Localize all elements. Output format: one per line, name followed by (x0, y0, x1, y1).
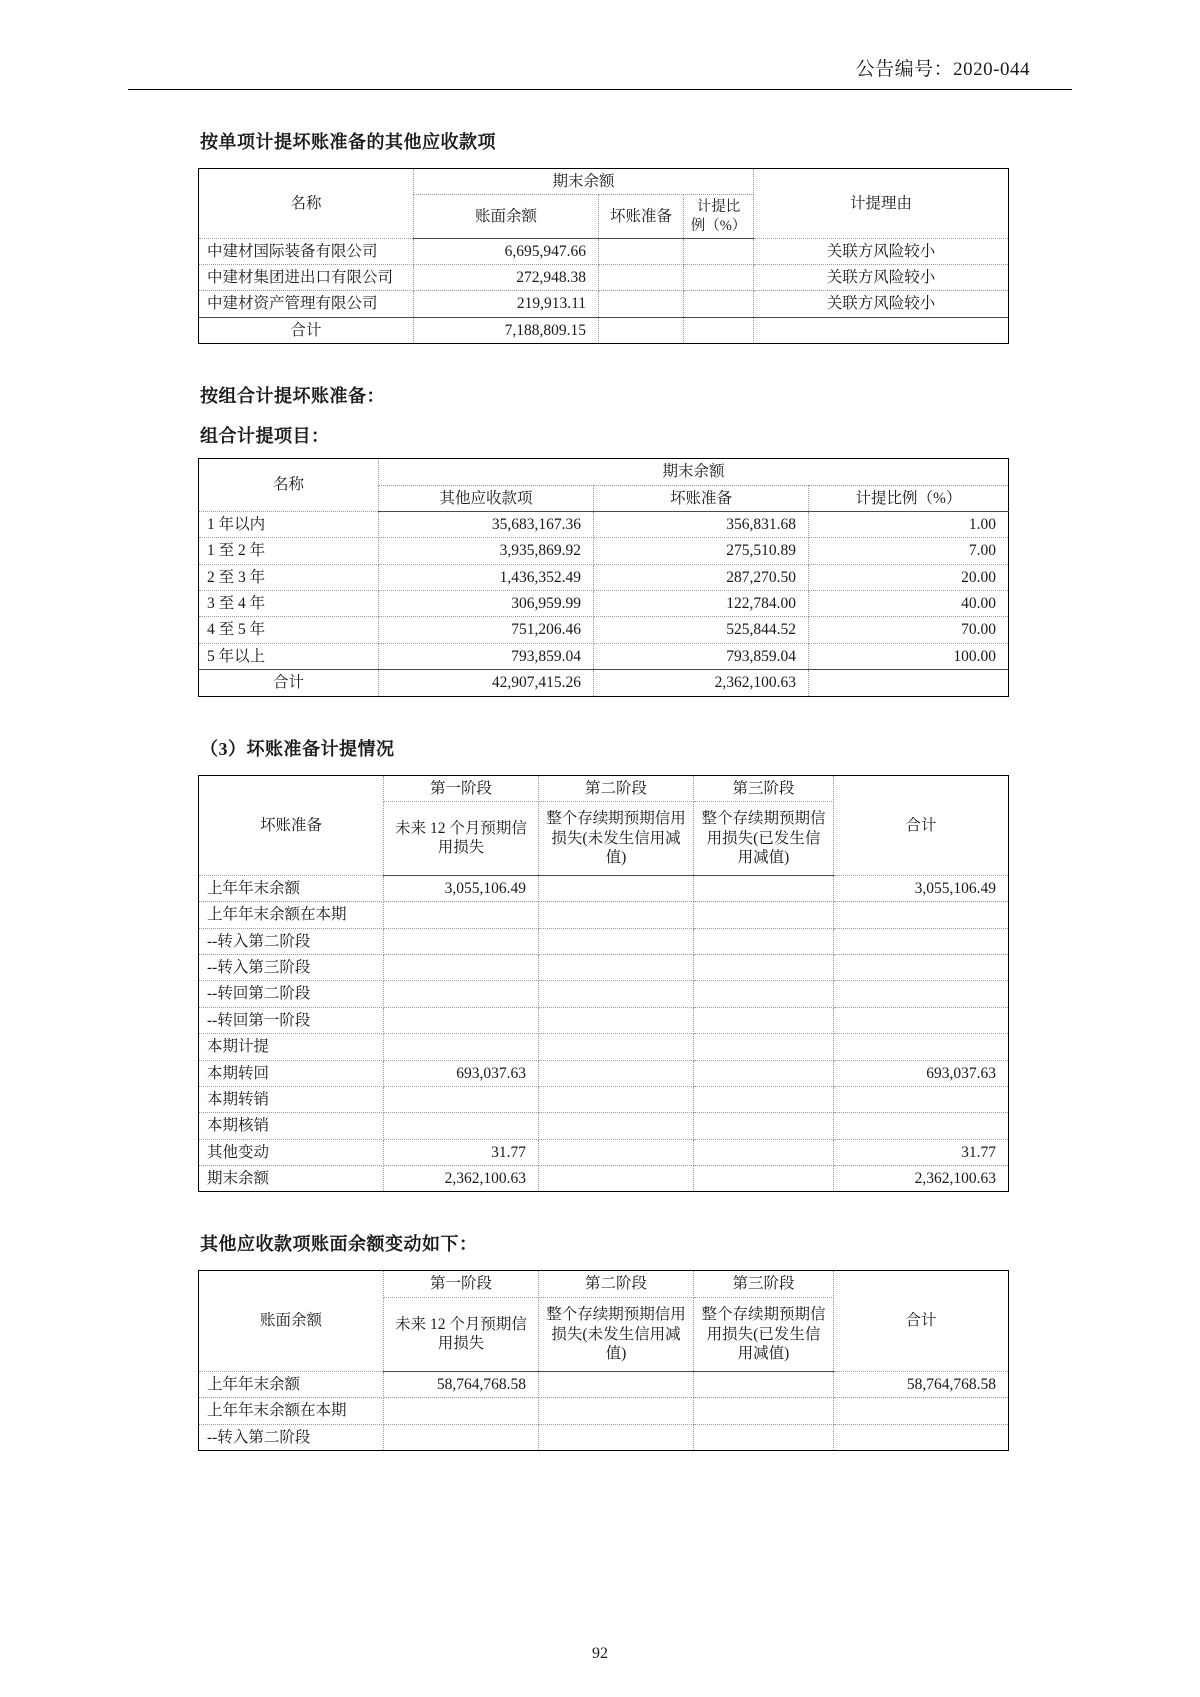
cell-book-balance: 219,913.11 (414, 291, 599, 317)
table-row (199, 1086, 1009, 1112)
cell-stage-1: 3,055,106.49 (384, 875, 539, 901)
table-row (199, 265, 1009, 291)
cell-stage-3 (694, 1371, 834, 1397)
cell-bad-debt (599, 317, 684, 343)
cell-stage-2 (539, 955, 694, 981)
table-row (199, 955, 1009, 981)
cell-stage-3 (694, 955, 834, 981)
cell-book-balance: 7,188,809.15 (414, 317, 599, 343)
cell-label: 本期核销 (199, 1113, 384, 1139)
table-single-item-bad-debt (198, 168, 1009, 344)
cell-receivable: 42,907,415.26 (379, 670, 594, 696)
table-row (199, 643, 1009, 669)
cell-ratio: 40.00 (809, 591, 1009, 617)
cell-stage-1: 693,037.63 (384, 1060, 539, 1086)
cell-name: 中建材国际装备有限公司 (199, 238, 414, 264)
cell-name: 合计 (199, 317, 414, 343)
col-header-stage-3-desc: 整个存续期预期信用损失(已发生信用减值) (694, 801, 834, 875)
cell-aging: 合计 (199, 670, 379, 696)
table-row (199, 1424, 1009, 1450)
col-header-row-label: 坏账准备 (199, 775, 384, 875)
cell-stage-3 (694, 1034, 834, 1060)
cell-bad-debt: 122,784.00 (594, 591, 809, 617)
cell-stage-3 (694, 981, 834, 1007)
cell-stage-2 (539, 1086, 694, 1112)
cell-ratio (684, 317, 754, 343)
table-row (199, 875, 1009, 901)
cell-stage-1 (384, 1424, 539, 1450)
cell-stage-3 (694, 1113, 834, 1139)
cell-name: 中建材集团进出口有限公司 (199, 265, 414, 291)
cell-total (834, 928, 1009, 954)
col-header-stage-2: 第二阶段 (539, 1271, 694, 1297)
cell-stage-2 (539, 1424, 694, 1450)
cell-aging: 1 年以内 (199, 511, 379, 537)
col-header-other-receivable: 其他应收款项 (379, 485, 594, 511)
cell-bad-debt: 287,270.50 (594, 564, 809, 590)
table-row (199, 1398, 1009, 1424)
col-header-stage-2-desc: 整个存续期预期信用损失(未发生信用减值) (539, 801, 694, 875)
col-header-stage-1: 第一阶段 (384, 1271, 539, 1297)
cell-stage-3 (694, 1139, 834, 1165)
subsection-title-portfolio-items: 组合计提项目： (200, 426, 330, 447)
table-row (199, 1139, 1009, 1165)
cell-stage-2 (539, 1371, 694, 1397)
cell-stage-1 (384, 1086, 539, 1112)
cell-stage-1 (384, 1398, 539, 1424)
cell-receivable: 793,859.04 (379, 643, 594, 669)
cell-stage-3 (694, 902, 834, 928)
cell-stage-2 (539, 1034, 694, 1060)
col-header-stage-2-desc: 整个存续期预期信用损失(未发生信用减值) (539, 1297, 694, 1371)
cell-stage-2 (539, 928, 694, 954)
cell-receivable: 35,683,167.36 (379, 511, 594, 537)
cell-ratio: 7.00 (809, 538, 1009, 564)
cell-aging: 2 至 3 年 (199, 564, 379, 590)
cell-receivable: 1,436,352.49 (379, 564, 594, 590)
table-row (199, 1007, 1009, 1033)
col-header-stage-3-desc: 整个存续期预期信用损失(已发生信用减值) (694, 1297, 834, 1371)
col-header-bad-debt: 坏账准备 (594, 485, 809, 511)
cell-bad-debt: 793,859.04 (594, 643, 809, 669)
cell-total (834, 902, 1009, 928)
col-header-ratio: 计提比例（%） (809, 485, 1009, 511)
col-header-period-end: 期末余额 (379, 459, 1009, 485)
cell-reason: 关联方风险较小 (754, 238, 1009, 264)
cell-reason: 关联方风险较小 (754, 291, 1009, 317)
table-row (199, 1166, 1009, 1192)
cell-label: 本期转销 (199, 1086, 384, 1112)
table-row (199, 1060, 1009, 1086)
cell-total: 2,362,100.63 (834, 1166, 1009, 1192)
cell-stage-3 (694, 1060, 834, 1086)
cell-ratio (684, 291, 754, 317)
cell-bad-debt: 275,510.89 (594, 538, 809, 564)
cell-stage-1 (384, 1034, 539, 1060)
cell-stage-2 (539, 1060, 694, 1086)
cell-total (834, 1086, 1009, 1112)
cell-ratio: 20.00 (809, 564, 1009, 590)
table-row (199, 902, 1009, 928)
cell-stage-3 (694, 1166, 834, 1192)
section-title-portfolio-bad-debt: 按组合计提坏账准备： (200, 386, 385, 407)
col-header-total: 合计 (834, 775, 1009, 875)
table-row (199, 617, 1009, 643)
cell-name: 中建材资产管理有限公司 (199, 291, 414, 317)
table-row (199, 1371, 1009, 1397)
cell-stage-3 (694, 1424, 834, 1450)
section-title-single-item-bad-debt: 按单项计提坏账准备的其他应收款项 (200, 132, 496, 152)
col-header-row-label: 账面余额 (199, 1271, 384, 1371)
cell-receivable: 3,935,869.92 (379, 538, 594, 564)
cell-label: --转回第二阶段 (199, 981, 384, 1007)
cell-aging: 1 至 2 年 (199, 538, 379, 564)
cell-label: --转回第一阶段 (199, 1007, 384, 1033)
cell-stage-2 (539, 1166, 694, 1192)
cell-label: 期末余额 (199, 1166, 384, 1192)
table-row (199, 591, 1009, 617)
cell-stage-1: 2,362,100.63 (384, 1166, 539, 1192)
cell-total (834, 1034, 1009, 1060)
header-divider (128, 89, 1072, 90)
cell-ratio (684, 265, 754, 291)
col-header-total: 合计 (834, 1271, 1009, 1371)
cell-stage-2 (539, 981, 694, 1007)
col-header-bad-debt: 坏账准备 (599, 195, 684, 238)
table-row-total (199, 317, 1009, 343)
cell-stage-2 (539, 1007, 694, 1033)
col-header-reason: 计提理由 (754, 169, 1009, 239)
col-header-stage-1-desc: 未来 12 个月预期信用损失 (384, 1297, 539, 1371)
cell-bad-debt: 2,362,100.63 (594, 670, 809, 696)
cell-stage-1 (384, 902, 539, 928)
cell-aging: 3 至 4 年 (199, 591, 379, 617)
cell-stage-1 (384, 1007, 539, 1033)
table-row (199, 564, 1009, 590)
cell-total (834, 1398, 1009, 1424)
cell-ratio (684, 238, 754, 264)
cell-total (834, 1113, 1009, 1139)
cell-reason (754, 317, 1009, 343)
cell-ratio: 100.00 (809, 643, 1009, 669)
cell-stage-2 (539, 1139, 694, 1165)
cell-bad-debt (599, 291, 684, 317)
cell-total (834, 981, 1009, 1007)
cell-ratio: 70.00 (809, 617, 1009, 643)
cell-stage-2 (539, 902, 694, 928)
cell-label: 上年年末余额 (199, 875, 384, 901)
col-header-period-end: 期末余额 (414, 169, 754, 195)
cell-receivable: 306,959.99 (379, 591, 594, 617)
cell-label: 本期转回 (199, 1060, 384, 1086)
table-row (199, 1034, 1009, 1060)
cell-label: 上年年末余额在本期 (199, 902, 384, 928)
cell-total (834, 955, 1009, 981)
section-title-bad-debt-provision: （3）坏账准备计提情况 (200, 738, 395, 759)
cell-label: 其他变动 (199, 1139, 384, 1165)
cell-aging: 4 至 5 年 (199, 617, 379, 643)
table-row (199, 1113, 1009, 1139)
cell-stage-1: 58,764,768.58 (384, 1371, 539, 1397)
cell-label: --转入第二阶段 (199, 928, 384, 954)
table-row (199, 238, 1009, 264)
cell-book-balance: 6,695,947.66 (414, 238, 599, 264)
cell-reason: 关联方风险较小 (754, 265, 1009, 291)
cell-bad-debt (599, 238, 684, 264)
table-row (199, 981, 1009, 1007)
cell-stage-1 (384, 955, 539, 981)
cell-stage-3 (694, 875, 834, 901)
col-header-stage-3: 第三阶段 (694, 1271, 834, 1297)
cell-bad-debt: 356,831.68 (594, 511, 809, 537)
cell-total: 3,055,106.49 (834, 875, 1009, 901)
table-row-total (199, 670, 1009, 696)
cell-total (834, 1424, 1009, 1450)
cell-ratio: 1.00 (809, 511, 1009, 537)
cell-stage-3 (694, 1007, 834, 1033)
table-bad-debt-provision-stages (198, 775, 1009, 1193)
col-header-name: 名称 (199, 169, 414, 239)
table-row (199, 511, 1009, 537)
cell-total: 58,764,768.58 (834, 1371, 1009, 1397)
cell-label: 本期计提 (199, 1034, 384, 1060)
col-header-stage-3: 第三阶段 (694, 775, 834, 801)
cell-bad-debt: 525,844.52 (594, 617, 809, 643)
cell-receivable: 751,206.46 (379, 617, 594, 643)
col-header-book-balance: 账面余额 (414, 195, 599, 238)
table-portfolio-bad-debt (198, 458, 1009, 696)
table-row (199, 538, 1009, 564)
cell-stage-1 (384, 928, 539, 954)
col-header-stage-1: 第一阶段 (384, 775, 539, 801)
cell-label: --转入第三阶段 (199, 955, 384, 981)
cell-bad-debt (599, 265, 684, 291)
section-title-book-balance-change: 其他应收款项账面余额变动如下： (200, 1234, 478, 1255)
col-header-name: 名称 (199, 459, 379, 512)
page-number: 92 (592, 1645, 608, 1662)
cell-stage-2 (539, 1398, 694, 1424)
cell-stage-3 (694, 1086, 834, 1112)
col-header-stage-2: 第二阶段 (539, 775, 694, 801)
cell-total (834, 1007, 1009, 1033)
cell-aging: 5 年以上 (199, 643, 379, 669)
page-header-notice-number: 公告编号：2020-044 (855, 59, 1030, 80)
cell-stage-1 (384, 1113, 539, 1139)
col-header-stage-1-desc: 未来 12 个月预期信用损失 (384, 801, 539, 875)
cell-stage-2 (539, 875, 694, 901)
cell-stage-1: 31.77 (384, 1139, 539, 1165)
cell-total: 31.77 (834, 1139, 1009, 1165)
cell-label: 上年年末余额在本期 (199, 1398, 384, 1424)
cell-stage-1 (384, 981, 539, 1007)
cell-label: 上年年末余额 (199, 1371, 384, 1397)
cell-stage-2 (539, 1113, 694, 1139)
cell-book-balance: 272,948.38 (414, 265, 599, 291)
cell-total: 693,037.63 (834, 1060, 1009, 1086)
cell-ratio (809, 670, 1009, 696)
cell-label: --转入第二阶段 (199, 1424, 384, 1450)
table-row (199, 928, 1009, 954)
table-row (199, 291, 1009, 317)
table-book-balance-stages (198, 1270, 1009, 1451)
cell-stage-3 (694, 1398, 834, 1424)
cell-stage-3 (694, 928, 834, 954)
col-header-ratio: 计提比例（%） (684, 195, 754, 238)
